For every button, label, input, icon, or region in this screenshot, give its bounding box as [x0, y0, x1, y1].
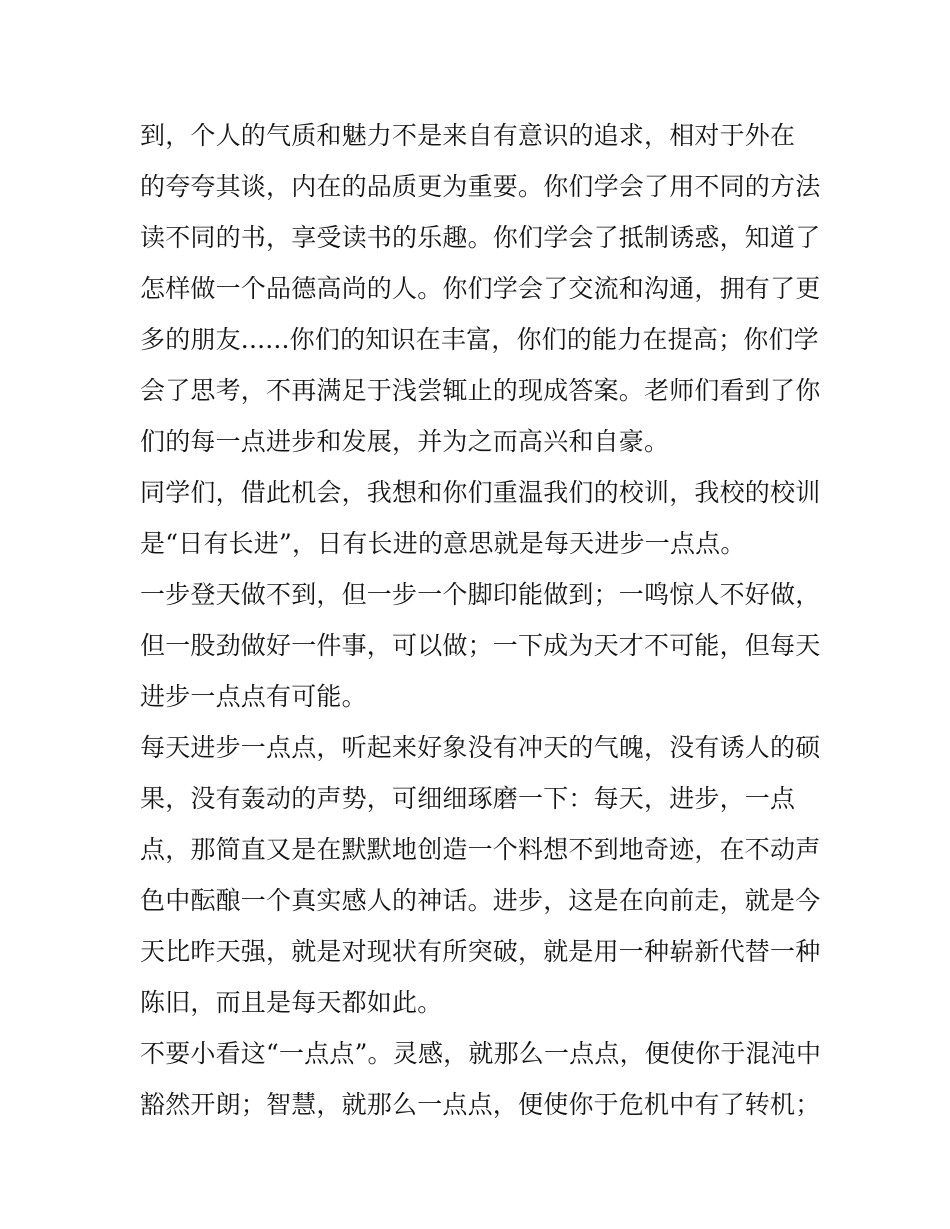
text-line: 同学们，借此机会，我想和你们重温我们的校训，我校的校训 — [140, 478, 821, 507]
text-line: 会了思考，不再满足于浅尝辄止的现成答案。老师们看到了你 — [140, 376, 821, 405]
document-body — [140, 110, 822, 1130]
paragraph-school-motto — [140, 467, 821, 569]
text-line: 果，没有轰动的声势，可细细琢磨一下：每天，进步，一点 — [140, 784, 796, 813]
paragraph-qualities — [140, 110, 821, 467]
text-line: 不要小看这“一点点”。灵感，就那么一点点，便使你于混沌中 — [140, 1039, 822, 1068]
text-line: 多的朋友......你们的知识在丰富，你们的能力在提高；你们学 — [140, 325, 819, 354]
text-line: 读不同的书，享受读书的乐趣。你们学会了抵制诱惑，知道了 — [140, 223, 821, 252]
text-line: 每天进步一点点，听起来好象没有冲天的气魄，没有诱人的硕 — [140, 733, 821, 762]
text-line: 陈旧，而且是每天都如此。 — [140, 988, 443, 1017]
text-line: 的夸夸其谈，内在的品质更为重要。你们学会了用不同的方法 — [140, 172, 821, 201]
paragraph-daily-progress — [140, 722, 821, 1028]
text-line: 色中酝酿一个真实感人的神话。进步，这是在向前走，就是今 — [140, 886, 821, 915]
text-line: 到，个人的气质和魅力不是来自有意识的追求，相对于外在 — [140, 121, 796, 150]
text-line: 是“日有长进”，日有长进的意思就是每天进步一点点。 — [140, 529, 746, 558]
text-line: 怎样做一个品德高尚的人。你们学会了交流和沟通，拥有了更 — [140, 274, 821, 303]
text-line: 点，那简直又是在默默地创造一个料想不到地奇迹，在不动声 — [140, 835, 821, 864]
text-line: 一步登天做不到，但一步一个脚印能做到；一鸣惊人不好做， — [140, 580, 821, 609]
paragraph-little-bit — [140, 1028, 822, 1130]
text-line: 天比昨天强，就是对现状有所突破，就是用一种崭新代替一种 — [140, 937, 821, 966]
paragraph-step-by-step — [140, 569, 821, 722]
text-line: 们的每一点进步和发展，并为之而高兴和自豪。 — [140, 427, 670, 456]
text-line: 豁然开朗；智慧，就那么一点点，便使你于危机中有了转机； — [140, 1090, 821, 1119]
text-line: 但一股劲做好一件事，可以做；一下成为天才不可能，但每天 — [140, 631, 821, 660]
text-line: 进步一点点有可能。 — [140, 682, 367, 711]
